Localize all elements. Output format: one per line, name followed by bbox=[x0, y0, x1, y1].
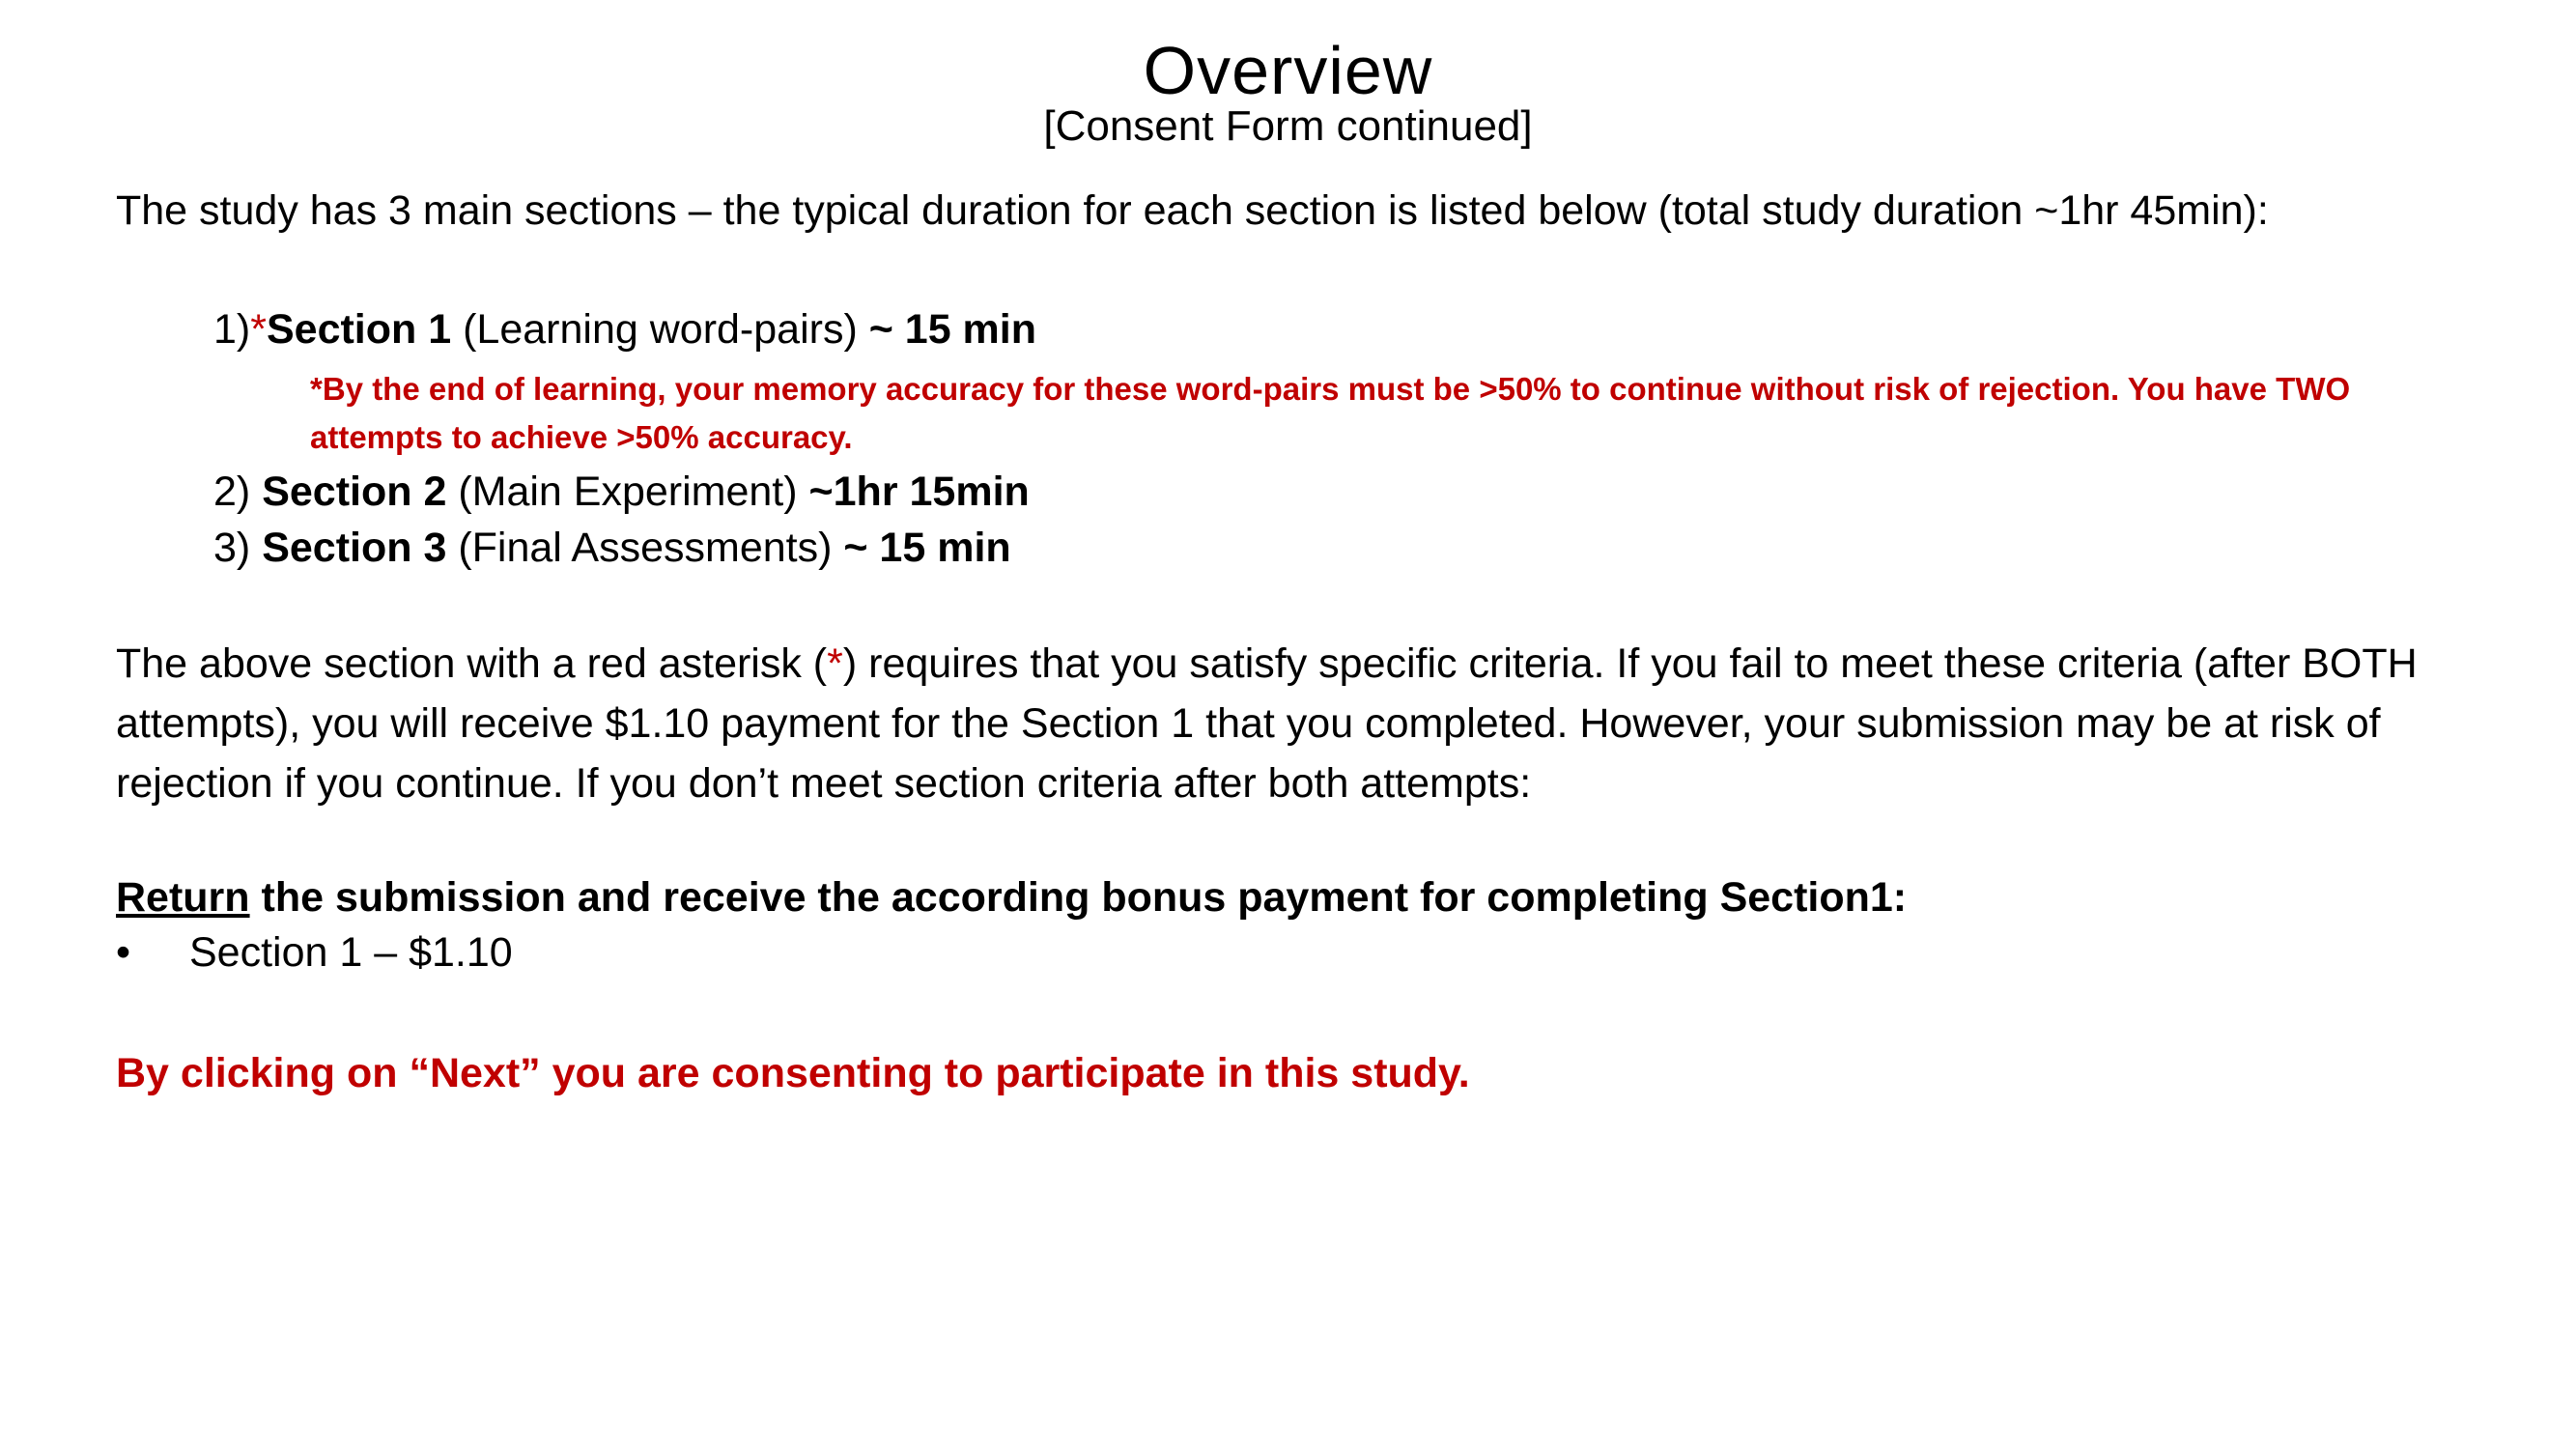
section-3-description: (Final Assessments) bbox=[458, 525, 833, 571]
return-heading bbox=[116, 867, 1907, 927]
intro-paragraph: The study has 3 main sections – the typical duration for each section is listed below (total study duration ~1hr 45min): bbox=[116, 187, 2269, 234]
section-2-number: 2) bbox=[213, 469, 251, 515]
page-subtitle: [Consent Form continued] bbox=[1043, 102, 1533, 150]
section-2-duration: ~1hr 15min bbox=[808, 469, 1030, 515]
section-1-item bbox=[213, 299, 1036, 359]
section-2-name: Section 2 bbox=[262, 469, 447, 515]
criteria-text-before: The above section with a red asterisk ( bbox=[116, 640, 828, 687]
criteria-paragraph bbox=[116, 634, 2492, 813]
criteria-asterisk: * bbox=[827, 640, 843, 687]
page-title: Overview bbox=[1143, 33, 1433, 108]
return-underlined-word: Return bbox=[116, 874, 250, 921]
return-heading-rest: the submission and receive the according bonus payment for completing Section1: bbox=[249, 874, 1908, 921]
bonus-list-text: Section 1 – $1.10 bbox=[189, 929, 513, 976]
bonus-list-item bbox=[116, 923, 513, 982]
section-1-number: 1) bbox=[213, 306, 251, 353]
criteria-text-after: ) requires that you satisfy specific criteria. If you fail to meet these criteria (after BOTH attempts), you will receive $1.10 payment for the Section 1 that you completed. However, your submission may be at risk of rejection if you continue. If you don’t meet section criteria after both attempts: bbox=[116, 640, 2418, 807]
section-3-duration: ~ 15 min bbox=[843, 525, 1011, 571]
section-1-asterisk: * bbox=[250, 306, 267, 353]
bullet-icon: • bbox=[116, 929, 131, 976]
section-1-description: (Learning word-pairs) bbox=[463, 306, 858, 353]
section-3-item bbox=[213, 518, 1011, 578]
section-2-item bbox=[213, 462, 1030, 522]
consent-statement: By clicking on “Next” you are consenting to participate in this study. bbox=[116, 1050, 1470, 1096]
section-1-requirement-note: *By the end of learning, your memory accuracy for these word-pairs must be >50% to continue without risk of rejection. You have TWO attempts to achieve >50% accuracy. bbox=[310, 371, 2351, 455]
section-1-name: Section 1 bbox=[266, 306, 452, 353]
section-2-description: (Main Experiment) bbox=[458, 469, 798, 515]
section-3-name: Section 3 bbox=[262, 525, 447, 571]
section-1-duration: ~ 15 min bbox=[868, 306, 1036, 353]
section-3-number: 3) bbox=[213, 525, 251, 571]
